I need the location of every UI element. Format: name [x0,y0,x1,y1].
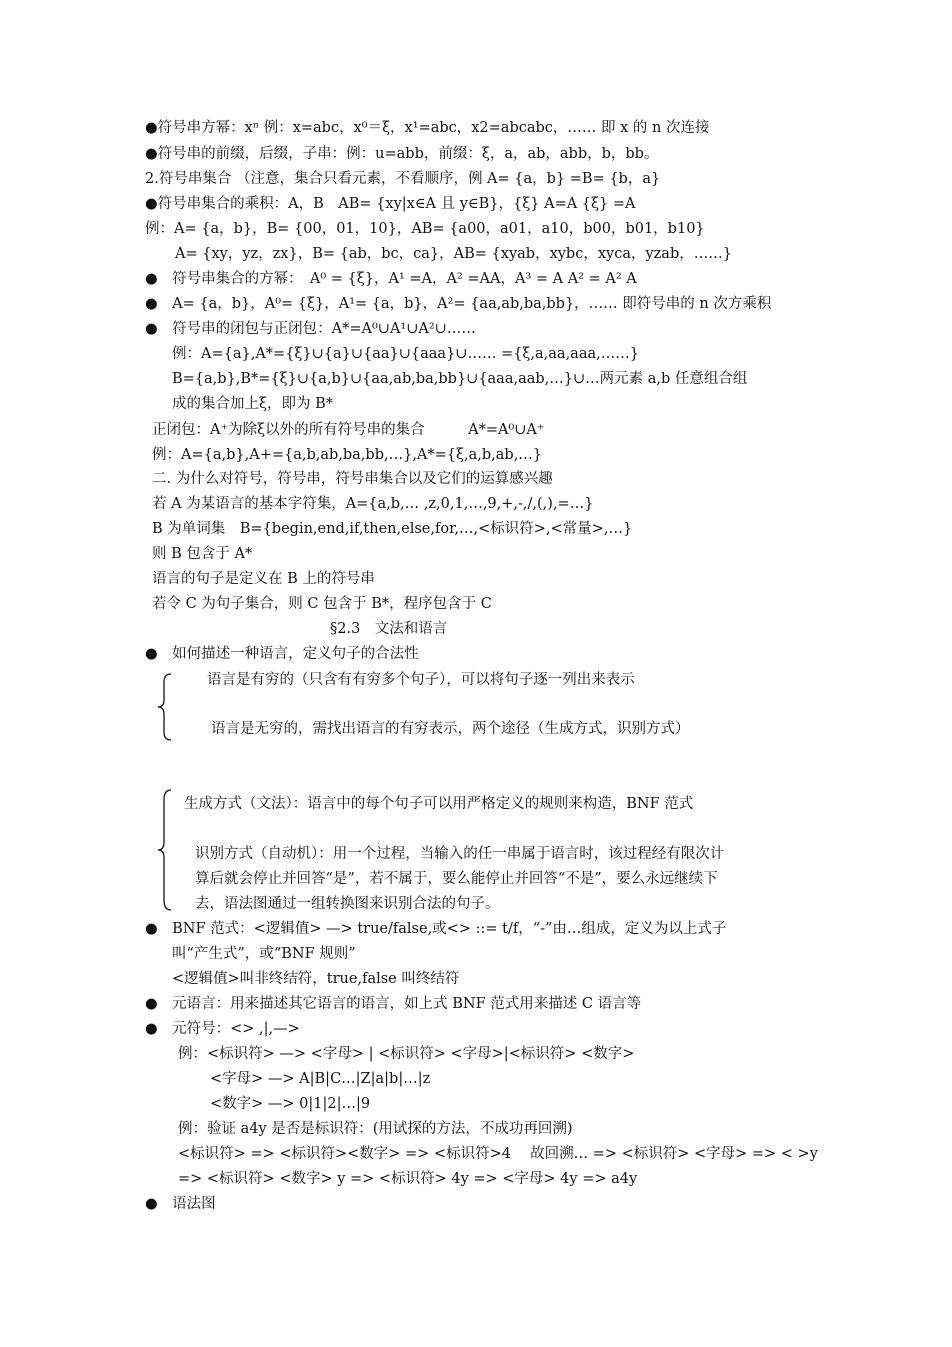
text-line: ● 元符号：<> ,|,—> [145,1021,300,1037]
text-line: 二. 为什么对符号，符号串，符号串集合以及它们的运算感兴趣 [152,471,553,487]
text-line: 例：A={a,b},A+={a,b,ab,ba,bb,…},A*={ξ,a,b,ab,…} [152,447,543,463]
text-line: 生成方式（文法）：语言中的每个句子可以用严格定义的规则来构造，BNF 范式 [184,796,694,812]
text-line: ● 符号串的闭包与正闭包：A*=A⁰∪A¹∪A²∪…… [145,321,476,337]
text-line: 正闭包：A⁺为除ξ以外的所有符号串的集合 A*=A⁰∪A⁺ [152,422,545,438]
text-line: 若令 C 为句子集合，则 C 包含于 B*，程序包含于 C [152,596,492,612]
text-line: ● 如何描述一种语言，定义句子的合法性 [145,646,419,662]
text-line: <字母> —> A|B|C…|Z|a|b|…|z [210,1071,431,1087]
section-heading: §2.3 文法和语言 [330,621,448,637]
text-line: <标识符> => <标识符><数字> => <标识符>4 故回溯… => <标识符> <字母> => < >y [178,1146,818,1162]
text-line: 2.符号串集合 （注意，集合只看元素，不看顺序，例 A= {a，b} =B= {b，a} [145,171,661,187]
text-line: 识别方式（自动机）：用一个过程，当输入的任一串属于语言时，该过程经有限次计 [195,846,725,862]
text-line: ●符号串集合的乘积：A，B AB= {xy|x∈A 且 y∈B}，{ξ} A=A {ξ} =A [145,196,636,212]
text-line: => <标识符> <数字> y => <标识符> 4y => <字母> 4y => a4y [178,1171,638,1187]
text-line: 成的集合加上ξ，即为 B* [172,396,334,412]
text-line: 例：<标识符> —> <字母> | <标识符> <字母>|<标识符> <数字> [178,1046,635,1062]
text-line: 则 B 包含于 A* [152,546,253,562]
text-line: ● 语法图 [145,1196,216,1212]
text-line: 语言是有穷的（只含有有穷多个句子），可以将句子逐一列出来表示 [207,672,635,688]
text-line: ●符号串方幂：xⁿ 例：x=abc，x⁰＝ξ，x¹=abc，x2=abcabc，…… 即 x 的 n 次连接 [145,120,710,136]
text-line: ● A= {a，b}，A⁰= {ξ}，A¹= {a，b}，A²= {aa,ab,ba,bb}，…… 即符号串的 n 次方乘积 [145,296,772,312]
text-line: ● 元语言：用来描述其它语言的语言，如上式 BNF 范式用来描述 C 语言等 [145,996,642,1012]
text-line: 语言是无穷的，需找出语言的有穷表示，两个途径（生成方式，识别方式） [211,721,690,737]
text-line: 算后就会停止并回答“是”，若不属于，要么能停止并回答“不是”，要么永远继续下 [195,871,718,887]
text-line: 去，语法图通过一组转换图来识别合法的句子。 [195,896,500,912]
text-line: <数字> —> 0|1|2|…|9 [210,1096,371,1112]
text-line: ● 符号串集合的方幂： A⁰ = {ξ}，A¹ =A，A² =AA，A³ = A A² = A² A [145,271,637,287]
left-brace-icon [155,672,175,742]
text-line: <逻辑值>叫非终结符，true,false 叫终结符 [172,971,460,987]
text-line: 语言的句子是定义在 B 上的符号串 [152,571,375,587]
text-line: 叫“产生式”，或“BNF 规则” [172,946,356,962]
text-line: B={a,b},B*={ξ}∪{a,b}∪{aa,ab,ba,bb}∪{aaa,aab,…}∪…两元素 a,b 任意组合组 [172,371,748,387]
text-line: 例：验证 a4y 是否是标识符：(用试探的方法，不成功再回溯) [178,1121,573,1137]
left-brace-icon [155,788,175,912]
text-line: 若 A 为某语言的基本字符集，A={a,b,… ,z,0,1,…,9,+,-,/,(,),=…} [152,496,594,512]
text-line: B 为单词集 B={begin,end,if,then,else,for,…,<标识符>,<常量>,…} [152,521,633,537]
text-line: 例：A= {a，b}，B= {00，01，10}，AB= {a00，a01，a10，b00，b01，b10} [145,221,705,237]
text-line: 例：A={a},A*={ξ}∪{a}∪{aa}∪{aaa}∪…… ={ξ,a,aa,aaa,……} [172,346,639,362]
text-line: A= {xy，yz，zx}，B= {ab，bc，ca}，AB= {xyab，xybc，xyca，yzab，……} [175,246,732,262]
text-line: ●符号串的前缀，后缀，子串：例：u=abb，前缀：ξ，a，ab，abb，b，bb。 [145,146,659,162]
text-line: ● BNF 范式：<逻辑值> —> true/false,或<> ::= t/f，“-”由…组成，定义为以上式子 [145,921,727,937]
